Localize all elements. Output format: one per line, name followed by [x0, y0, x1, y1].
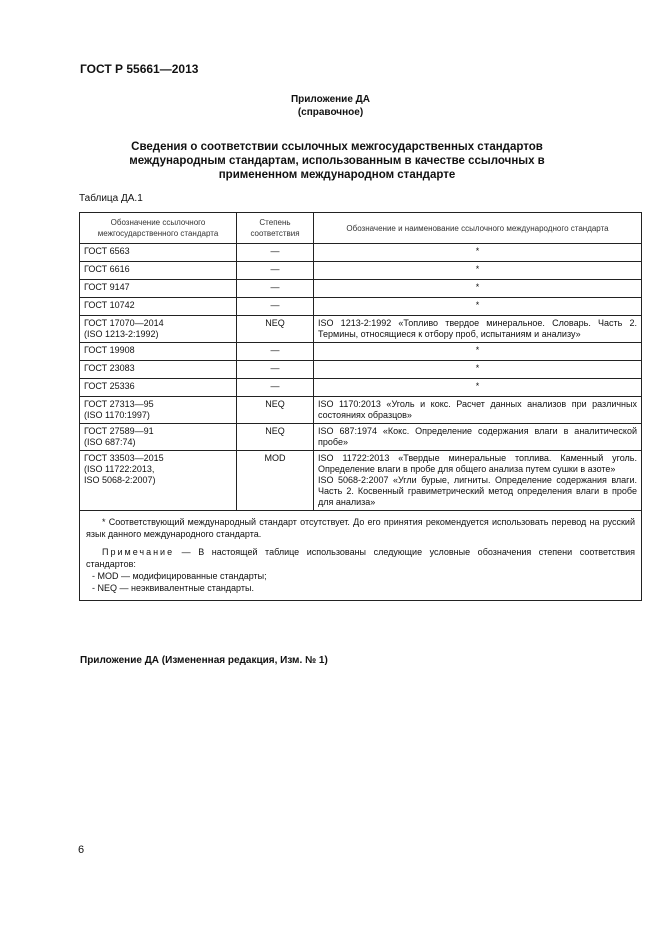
cell-international: *: [314, 244, 642, 262]
cell-degree: —: [237, 262, 314, 280]
cell-degree: MOD: [237, 451, 314, 511]
table-row: [80, 451, 642, 511]
cell-standard: ГОСТ 6616: [80, 262, 237, 280]
cell-standard: ГОСТ 27313—95 (ISO 1170:1997): [80, 397, 237, 424]
note-item-mod: - MOD — модифицированные стандарты;: [92, 571, 267, 581]
appendix-title: Приложение ДА: [290, 94, 371, 105]
document-title: Сведения о соответствии ссылочных межгосударственных стандартов международным стандартам, использованным в качестве ссылочных в примененном международном стандарте: [129, 141, 545, 181]
cell-degree: —: [237, 361, 314, 379]
footer-note: Приложение ДА (Измененная редакция, Изм. № 1): [80, 655, 328, 666]
note-label: Примечание: [102, 547, 175, 557]
cell-standard: ГОСТ 6563: [80, 244, 237, 262]
cell-degree: —: [237, 280, 314, 298]
cell-international: ISO 1170:2013 «Уголь и кокс. Расчет данных анализов при различных состояниях образцов»: [314, 397, 642, 424]
table-row: [80, 262, 642, 280]
table-row: [80, 298, 642, 316]
header-standard: Обозначение ссылочного межгосударственного стандарта: [80, 213, 237, 244]
cell-standard: ГОСТ 10742: [80, 298, 237, 316]
table-row: [80, 316, 642, 343]
cell-standard: ГОСТ 17070—2014 (ISO 1213-2:1992): [80, 316, 237, 343]
cell-international: *: [314, 280, 642, 298]
page-number: 6: [78, 844, 85, 856]
table-row: [80, 397, 642, 424]
note: [86, 546, 635, 570]
cell-standard: ГОСТ 33503—2015 (ISO 11722:2013, ISO 5068-2:2007): [80, 451, 237, 511]
header-degree: Степень соответствия: [237, 213, 314, 244]
table-row: [80, 424, 642, 451]
cell-international: *: [314, 343, 642, 361]
cell-degree: —: [237, 379, 314, 397]
cell-international: *: [314, 298, 642, 316]
table-row: [80, 280, 642, 298]
appendix-subtitle: (справочное): [297, 107, 364, 118]
cell-standard: ГОСТ 19908: [80, 343, 237, 361]
table-caption: Таблица ДА.1: [79, 193, 143, 204]
note-text: — В настоящей таблице использованы следующие условные обозначения степени соответствия стандартов:: [86, 547, 635, 569]
table-row: [80, 361, 642, 379]
document-code: ГОСТ Р 55661—2013: [80, 62, 199, 76]
cell-degree: NEQ: [237, 397, 314, 424]
cell-international: ISO 11722:2013 «Твердые минеральные топлива. Каменный уголь. Определение влаги в пробе для общего анализа путем сушки в азоте» ISO 5068-2:2007 «Угли бурые, лигниты. Определение содержания влаги. Часть 2. Косвенный гравиметрический метод определения влаги в пробе для анализа»: [314, 451, 642, 511]
cell-standard: ГОСТ 9147: [80, 280, 237, 298]
cell-international: *: [314, 262, 642, 280]
footnote: * Соответствующий международный стандарт отсутствует. До его принятия рекомендуется использовать перевод на русский язык данного международного стандарта.: [86, 517, 635, 539]
cell-degree: —: [237, 343, 314, 361]
cell-standard: ГОСТ 27589—91 (ISO 687:74): [80, 424, 237, 451]
cell-standard: ГОСТ 25336: [80, 379, 237, 397]
table-header-row: [80, 213, 642, 244]
table-notes: [80, 511, 642, 601]
cell-international: *: [314, 379, 642, 397]
note-item-neq: - NEQ — неэквивалентные стандарты.: [92, 583, 254, 593]
cell-international: *: [314, 361, 642, 379]
table-row: [80, 343, 642, 361]
table-row: [80, 379, 642, 397]
cell-international: ISO 1213-2:1992 «Топливо твердое минеральное. Словарь. Часть 2. Термины, относящиеся к отбору проб, испытаниям и анализу»: [314, 316, 642, 343]
table-notes-row: [80, 511, 642, 601]
header-international: Обозначение и наименование ссылочного международного стандарта: [314, 213, 642, 244]
correspondence-table: [79, 212, 642, 601]
cell-degree: NEQ: [237, 316, 314, 343]
cell-degree: —: [237, 298, 314, 316]
table-row: [80, 244, 642, 262]
table-body: [80, 244, 642, 511]
cell-degree: NEQ: [237, 424, 314, 451]
cell-international: ISO 687:1974 «Кокс. Определение содержания влаги в аналитической пробе»: [314, 424, 642, 451]
cell-standard: ГОСТ 23083: [80, 361, 237, 379]
cell-degree: —: [237, 244, 314, 262]
